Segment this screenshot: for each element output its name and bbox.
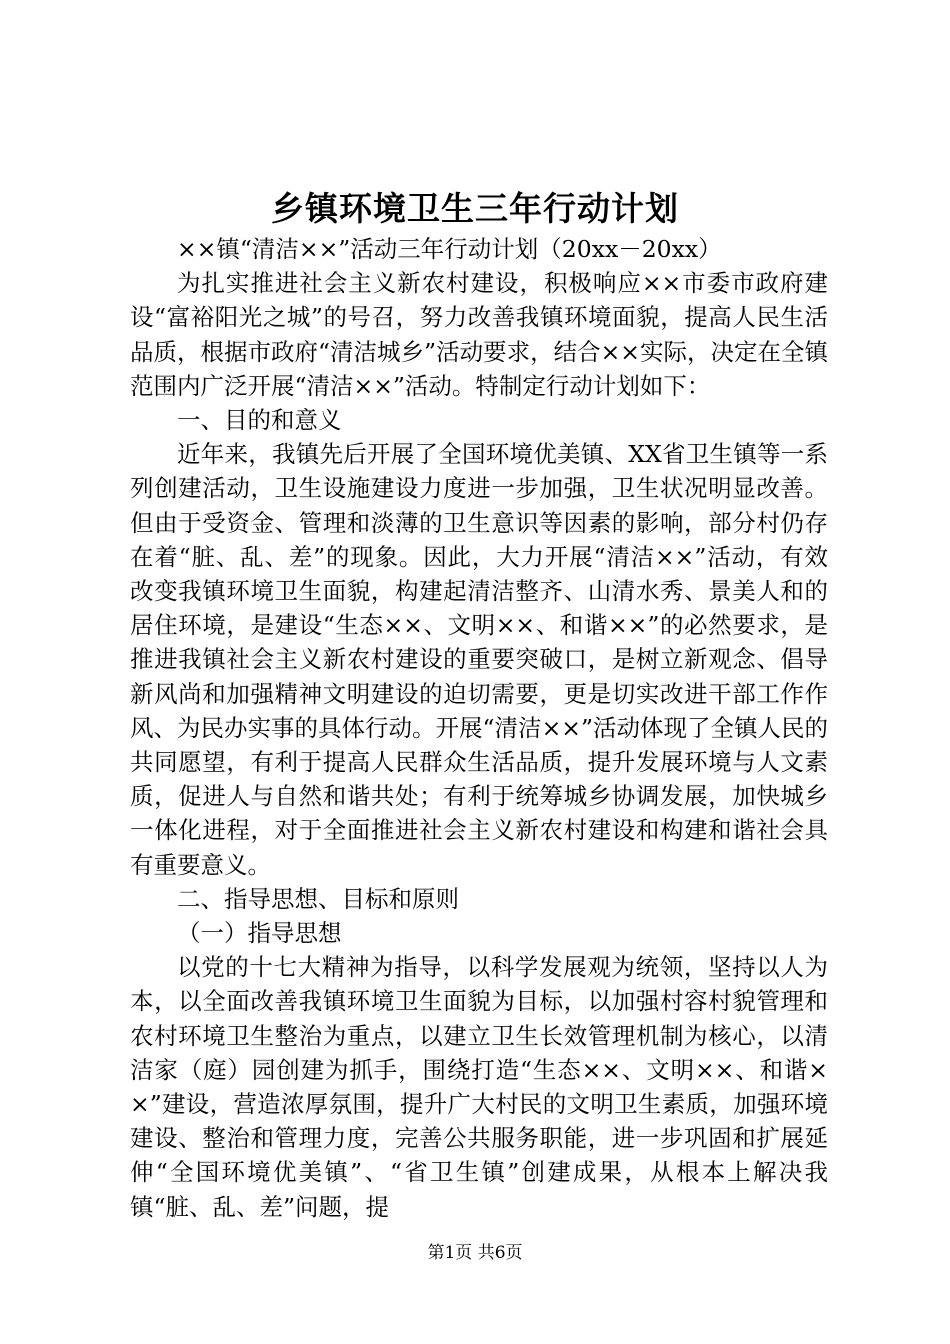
intro-paragraph: 为扎实推进社会主义新农村建设，积极响应××市委市政府建设“富裕阳光之城”的号召，努力改善我镇环境面貌，提高人民生活品质，根据市政府“清洁城乡”活动要求，结合××实际，决定在全镇范围内广泛开展“清洁××”活动。特制定行动计划如下： <box>130 269 828 400</box>
document-title: 乡镇环境卫生三年行动计划 <box>271 189 679 228</box>
subsection-heading-guiding-thought: （一）指导思想 <box>177 919 342 948</box>
guiding-thought-paragraph: 以党的十七大精神为指导，以科学发展观为统领，坚持以人为本，以全面改善我镇环境卫生面貌为目标，以加强村容村貌管理和农村环境卫生整治为重点，以建立卫生长效管理机制为核心，以清洁家（庭）园创建为抓手，围绕打造“生态××、文明××、和谐××”建设，营造浓厚氛围，提升广大村民的文明卫生素质，加强环境建设、整治和管理力度，完善公共服务职能，进一步巩固和扩展延伸“全国环境优美镇”、“省卫生镇”创建成果，从根本上解决我镇“脏、乱、差”问题，提 <box>130 953 828 1221</box>
document-body <box>130 232 828 1224</box>
page-number-footer: 第1页 共6页 <box>427 1243 523 1263</box>
purpose-paragraph: 近年来，我镇先后开展了全国环境优美镇、XX省卫生镇等一系列创建活动，卫生设施建设力度进一步加强，卫生状况明显改善。但由于受资金、管理和淡薄的卫生意识等因素的影响，部分村仍存在着“脏、乱、差”的现象。因此，大力开展“清洁××”活动，有效改变我镇环境卫生面貌，构建起清洁整齐、山清水秀、景美人和的居住环境，是建设“生态××、文明××、和谐××”的必然要求，是推进我镇社会主义新农村建设的重要突破口，是树立新观念、倡导新风尚和加强精神文明建设的迫切需要，更是切实改进干部工作作风、为民办实事的具体行动。开展“清洁××”活动体现了全镇人民的共同愿望，有利于提高人民群众生活品质，提升发展环境与人文素质，促进人与自然和谐共处；有利于统筹城乡协调发展，加快城乡一体化进程，对于全面推进社会主义新农村建设和构建和谐社会具有重要意义。 <box>130 440 828 879</box>
section-heading-purpose: 一、目的和意义 <box>177 406 342 435</box>
section-heading-guidance: 二、指导思想、目标和原则 <box>177 884 459 913</box>
plan-subtitle: ××镇“清洁××”活动三年行动计划（20xx－20xx） <box>177 235 722 263</box>
